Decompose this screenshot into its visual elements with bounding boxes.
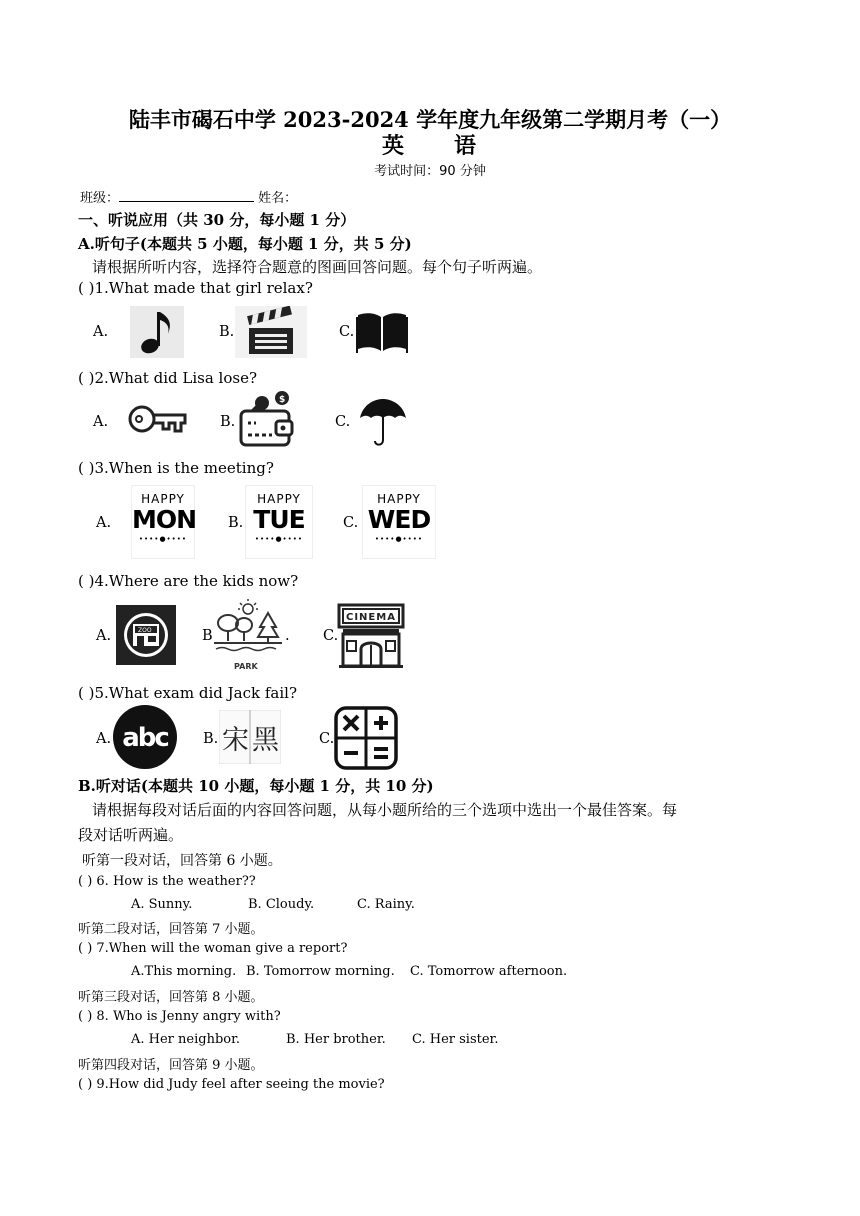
- chinese-characters-icon: [219, 710, 281, 768]
- svg-text:$: $: [279, 395, 286, 405]
- q7-option-b: B. Tomorrow morning.: [246, 964, 395, 979]
- q2-option-b: B.: [220, 414, 236, 430]
- question-3: ( )3.When is the meeting?: [78, 459, 274, 477]
- q5-option-a: A.: [96, 731, 112, 747]
- zoo-label: ZOO: [138, 627, 152, 634]
- q4-option-b-dot: .: [285, 628, 290, 644]
- dots-decoration: ••••●••••: [254, 535, 304, 543]
- q7-option-a: A.This morning.: [131, 964, 237, 979]
- q1-option-c: C.: [339, 324, 355, 340]
- question-2: ( )2.What did Lisa lose?: [78, 369, 257, 387]
- tuesday-image: [245, 485, 313, 559]
- q8-option-b: B. Her brother.: [286, 1032, 386, 1047]
- exam-time: 考试时间：90 分钟: [374, 164, 486, 179]
- happy-label: HAPPY: [141, 492, 185, 506]
- class-blank: [119, 189, 254, 202]
- q2-option-a: A.: [93, 414, 109, 430]
- q3-option-c: C.: [343, 515, 359, 531]
- partB-title: B.听对话(本题共 10 小题，每小题 1 分，共 10 分): [78, 777, 434, 795]
- subject-title: 英 语: [381, 133, 478, 159]
- q3-option-b: B.: [228, 515, 244, 531]
- happy-label: HAPPY: [377, 492, 421, 506]
- q8-option-a: A. Her neighbor.: [131, 1032, 241, 1047]
- partB-instructions-2: 段对话听两遍。: [78, 826, 184, 844]
- q5-option-b: B.: [203, 731, 219, 747]
- happy-label: HAPPY: [257, 492, 301, 506]
- question-7: ( ) 7.When will the woman give a report?: [78, 941, 348, 956]
- q1-option-a: A.: [93, 324, 109, 340]
- abc-logo-icon: [111, 704, 179, 774]
- section1-title: 一、听说应用（共 30 分，每小题 1 分）: [78, 211, 356, 229]
- partB-instructions-1: 请根据每段对话后面的内容回答问题，从每小题所给的三个选项中选出一个最佳答案。每: [92, 801, 678, 819]
- monday-image: [131, 485, 195, 559]
- class-label: 班级：: [80, 191, 120, 206]
- q6-option-b: B. Cloudy.: [248, 897, 315, 912]
- day-mon: MON: [132, 505, 197, 534]
- day-tue: TUE: [253, 505, 305, 534]
- question-6: ( ) 6. How is the weather??: [78, 874, 256, 889]
- question-8: ( ) 8. Who is Jenny angry with?: [78, 1009, 281, 1024]
- q6-option-a: A. Sunny.: [131, 897, 193, 912]
- exam-title: 陆丰市碣石中学 2023-2024 学年度九年级第二学期月考（一）: [128, 107, 732, 132]
- music-note-icon: [130, 306, 184, 362]
- hei-character: 黑: [252, 725, 279, 756]
- q5-option-c: C.: [319, 731, 335, 747]
- q6-option-c: C. Rainy.: [357, 897, 415, 912]
- zoo-icon: [116, 605, 176, 669]
- open-book-icon: [355, 309, 409, 359]
- q4-option-b: B: [202, 628, 213, 644]
- park-icon: [210, 597, 286, 677]
- partA-title: A.听句子(本题共 5 小题，每小题 1 分，共 5 分): [78, 235, 412, 253]
- dialog-intro-6: 听第一段对话，回答第 6 小题。: [82, 853, 282, 869]
- day-wed: WED: [367, 505, 431, 534]
- q3-option-a: A.: [96, 515, 112, 531]
- cinema-icon: [337, 603, 405, 673]
- name-label: 姓名：: [258, 191, 298, 206]
- cinema-label: CINEMA: [346, 612, 396, 623]
- dots-decoration: ••••●••••: [374, 535, 424, 543]
- abc-label: abc: [122, 723, 168, 753]
- key-icon: [127, 399, 189, 447]
- park-label: PARK: [234, 662, 258, 671]
- question-1: ( )1.What made that girl relax?: [78, 279, 313, 297]
- wednesday-image: [362, 485, 436, 559]
- math-symbols-icon: [334, 706, 398, 774]
- q4-option-a: A.: [96, 628, 112, 644]
- dialog-intro-7: 听第二段对话，回答第 7 小题。: [78, 922, 264, 937]
- song-character: 宋: [222, 725, 249, 756]
- dots-decoration: ••••●••••: [138, 535, 188, 543]
- q4-option-c: C.: [323, 628, 339, 644]
- clapperboard-icon: [235, 306, 307, 362]
- q8-option-c: C. Her sister.: [412, 1032, 499, 1047]
- q7-option-c: C. Tomorrow afternoon.: [410, 964, 568, 979]
- question-4: ( )4.Where are the kids now?: [78, 572, 299, 590]
- dialog-intro-8: 听第三段对话，回答第 8 小题。: [78, 990, 264, 1005]
- q2-option-c: C.: [335, 414, 351, 430]
- partA-instructions: 请根据所听内容，选择符合题意的图画回答问题。每个句子听两遍。: [92, 258, 543, 276]
- student-info: [80, 187, 297, 206]
- question-9: ( ) 9.How did Judy feel after seeing the movie?: [78, 1077, 385, 1092]
- umbrella-icon: [357, 396, 409, 452]
- wallet-icon: [236, 389, 298, 455]
- question-5: ( )5.What exam did Jack fail?: [78, 684, 297, 702]
- q1-option-b: B.: [219, 324, 235, 340]
- dialog-intro-9: 听第四段对话，回答第 9 小题。: [78, 1058, 264, 1073]
